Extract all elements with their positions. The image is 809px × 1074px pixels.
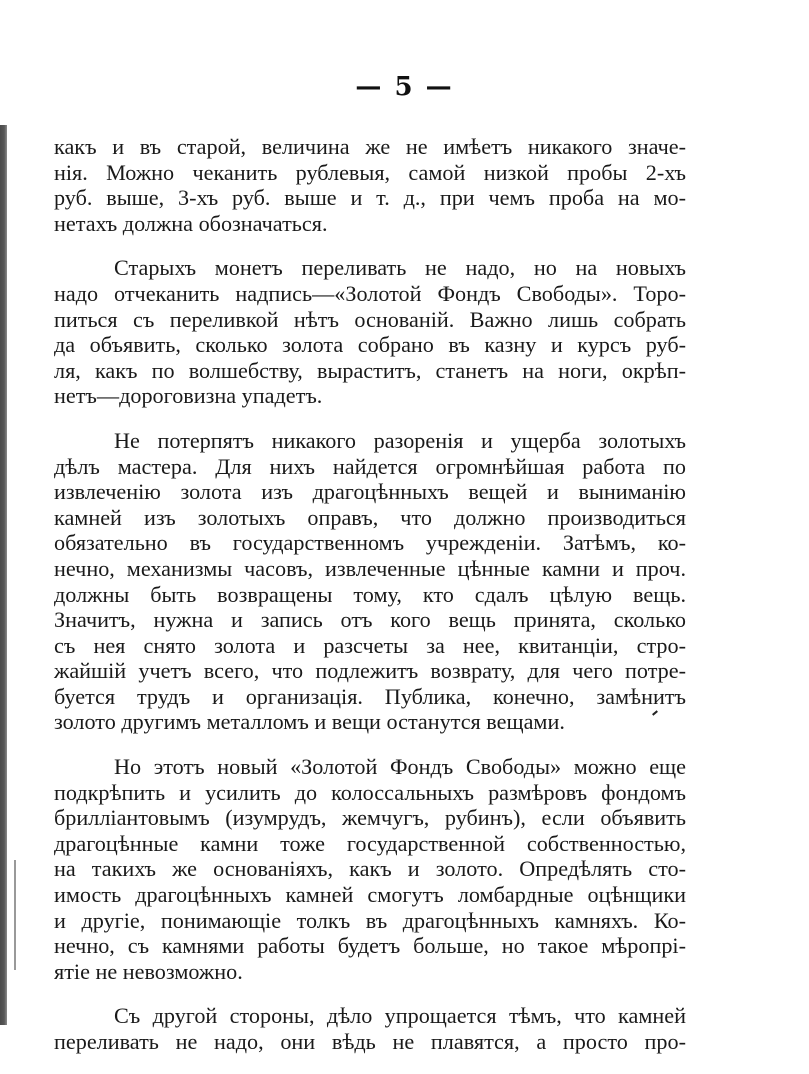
text-line: нетъ—дороговизна упадетъ. — [54, 383, 323, 409]
text-line: ля, какъ по волшебству, выраститъ, станетъ на ноги, окрѣп- — [54, 357, 686, 383]
page-number: — 5 — — [355, 72, 454, 102]
text-line: питься съ переливкой нѣтъ основаній. Важно лишь собрать — [54, 306, 686, 332]
paragraph — [54, 255, 686, 409]
text-line: на такихъ же основаніяхъ, какъ и золото. Опредѣлять сто- — [54, 856, 686, 882]
text-line: буется трудъ и организація. Публика, конечно, замѣнитъ — [54, 683, 686, 709]
text-line: Значитъ, нужна и запись отъ кого вещь принята, сколько — [54, 607, 686, 633]
text-line: Но этотъ новый «Золотой Фондъ Свободы» можно еще — [114, 754, 686, 780]
paragraph — [54, 134, 686, 236]
paragraph — [54, 1003, 686, 1054]
paragraph — [54, 428, 686, 735]
text-line: съ нея снято золота и разсчеты за нее, квитанціи, стро- — [54, 632, 686, 658]
text-line: камней изъ золотыхъ оправъ, что должно производиться — [54, 504, 686, 530]
text-line: драгоцѣнные камни тоже государственной собственностью, — [54, 830, 686, 856]
paragraph — [54, 754, 686, 984]
text-line: дѣлъ мастера. Для нихъ найдется огромнѣйшая работа по — [54, 453, 686, 479]
text-line: какъ и въ старой, величина же не имѣетъ никакого значе- — [54, 134, 686, 159]
text-line: имость драгоцѣнныхъ камней смогутъ ломбардные оцѣнщики — [54, 882, 686, 908]
text-line: нія. Можно чеканить рублевыя, самой низкой пробы 2-хъ — [54, 159, 686, 185]
text-line: бриллiантовымъ (изумрудъ, жемчугъ, рубинъ), если объявить — [54, 805, 686, 831]
text-line: переливать не надо, они вѣдь не плавятся, а просто про- — [54, 1029, 686, 1054]
page-body — [54, 134, 686, 1074]
binding-shadow — [14, 860, 16, 970]
text-line: Старыхъ монетъ переливать не надо, но на новыхъ — [114, 255, 686, 281]
text-line: подкрѣпить и усилить до колоссальныхъ размѣровъ фондомъ — [54, 779, 686, 805]
text-line: жайшій учетъ всего, что подлежитъ возврату, для чего потре- — [54, 658, 686, 684]
text-line: ятіе не невозможно. — [54, 958, 243, 984]
text-line: обязательно въ государственномъ учрежденіи. Затѣмъ, ко- — [54, 530, 686, 556]
text-line: и другіе, понимающіе толкъ въ драгоцѣнныхъ камняхъ. Ко- — [54, 907, 686, 933]
text-line: да объявить, сколько золота собрано въ казну и курсъ руб- — [54, 332, 686, 358]
text-line: Съ другой стороны, дѣло упрощается тѣмъ, что камней — [114, 1003, 686, 1029]
text-line: золото другимъ металломъ и вещи останутся вещами. — [54, 709, 565, 735]
text-line: надо отчеканить надпись—«Золотой Фондъ Свободы». Торо- — [54, 280, 686, 306]
text-line: извлеченію золота изъ драгоцѣнныхъ вещей и выниманію — [54, 479, 686, 505]
text-line: должны быть возвращены тому, кто сдалъ цѣлую вещь. — [54, 581, 686, 607]
text-line: нечно, съ камнями работы будетъ больше, но такое мѣропрі- — [54, 933, 686, 959]
text-line: нечно, механизмы часовъ, извлеченные цѣнные камни и проч. — [54, 555, 686, 581]
book-binding-edge — [0, 125, 7, 1025]
text-line: Не потерпятъ никакого разоренія и ущерба золотыхъ — [114, 427, 686, 453]
text-line: руб. выше, 3-хъ руб. выше и т. д., при чемъ проба на мо- — [54, 185, 686, 211]
text-line: нетахъ должна обозначаться. — [54, 210, 328, 236]
